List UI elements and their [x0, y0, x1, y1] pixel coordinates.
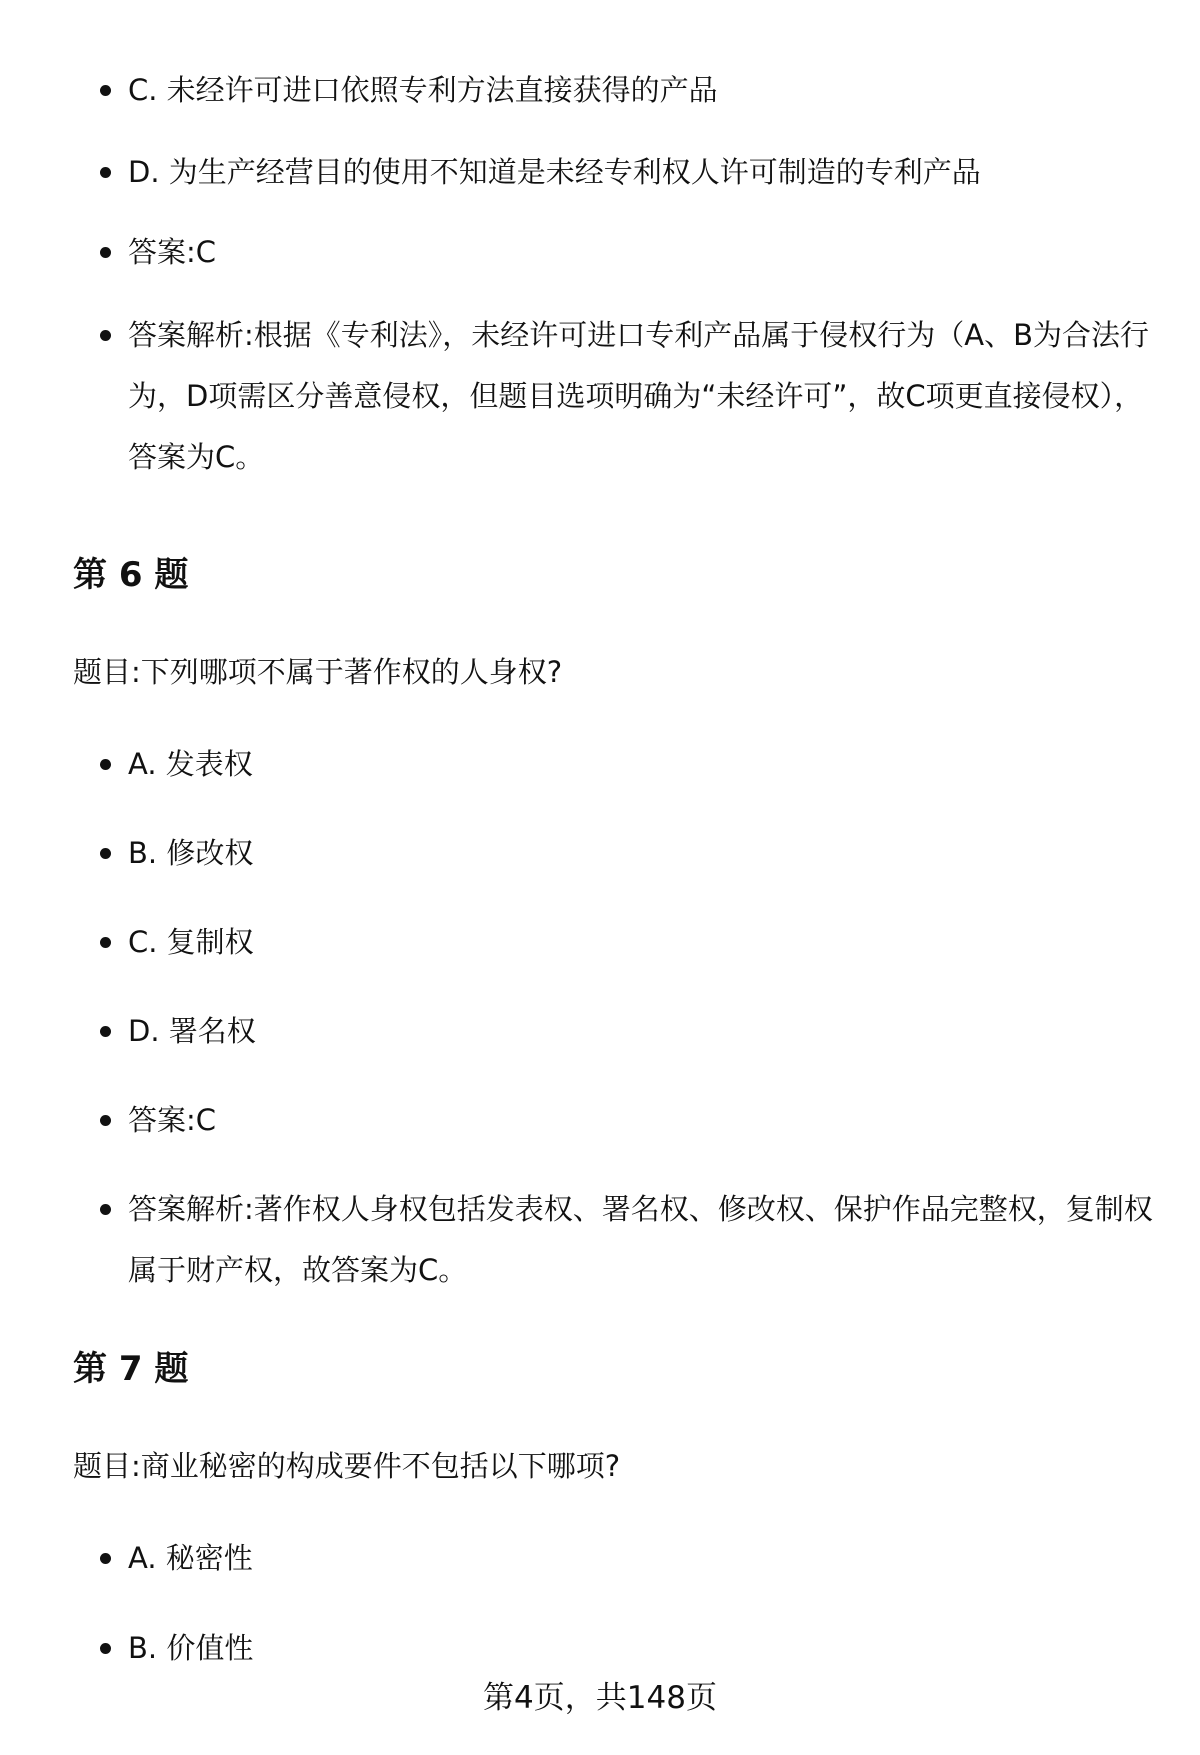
q5-option-d: D. 为生产经营目的使用不知道是未经专利权人许可制造的专利产品: [128, 142, 1158, 203]
bullet-icon: [100, 1643, 111, 1654]
q7-option-b: B. 价值性: [128, 1618, 1158, 1679]
page-footer: 第4页，共148页: [483, 1680, 717, 1716]
q6-option-a: A. 发表权: [128, 734, 1158, 795]
bullet-icon: [100, 167, 111, 178]
q6-option-b: B. 修改权: [128, 823, 1158, 884]
bullet-icon: [100, 1115, 111, 1126]
bullet-icon: [100, 848, 111, 859]
bullet-icon: [100, 85, 111, 96]
q6-answer: 答案:C: [128, 1090, 1158, 1151]
q5-explanation: 答案解析:根据《专利法》，未经许可进口专利产品属于侵权行为（A、B为合法行为，D项需区分善意侵权，但题目选项明确为“未经许可”，故C项更直接侵权），答案为C。: [128, 305, 1158, 488]
bullet-icon: [100, 1026, 111, 1037]
bullet-icon: [100, 330, 111, 341]
q5-answer: 答案:C: [128, 222, 1158, 283]
q7-option-a: A. 秘密性: [128, 1528, 1158, 1589]
q6-option-d: D. 署名权: [128, 1001, 1158, 1062]
bullet-icon: [100, 1553, 111, 1564]
bullet-icon: [100, 1204, 111, 1215]
q6-question: 题目:下列哪项不属于著作权的人身权?: [73, 655, 563, 689]
bullet-icon: [100, 759, 111, 770]
bullet-icon: [100, 247, 111, 258]
q7-heading: 第 7 题: [73, 1349, 189, 1389]
q6-option-c: C. 复制权: [128, 912, 1158, 973]
q7-question: 题目:商业秘密的构成要件不包括以下哪项?: [73, 1449, 621, 1483]
q5-option-c: C. 未经许可进口依照专利方法直接获得的产品: [128, 60, 1158, 121]
q6-explanation: 答案解析:著作权人身权包括发表权、署名权、修改权、保护作品完整权，复制权属于财产权，故答案为C。: [128, 1179, 1158, 1301]
q6-heading: 第 6 题: [73, 555, 189, 595]
bullet-icon: [100, 937, 111, 948]
